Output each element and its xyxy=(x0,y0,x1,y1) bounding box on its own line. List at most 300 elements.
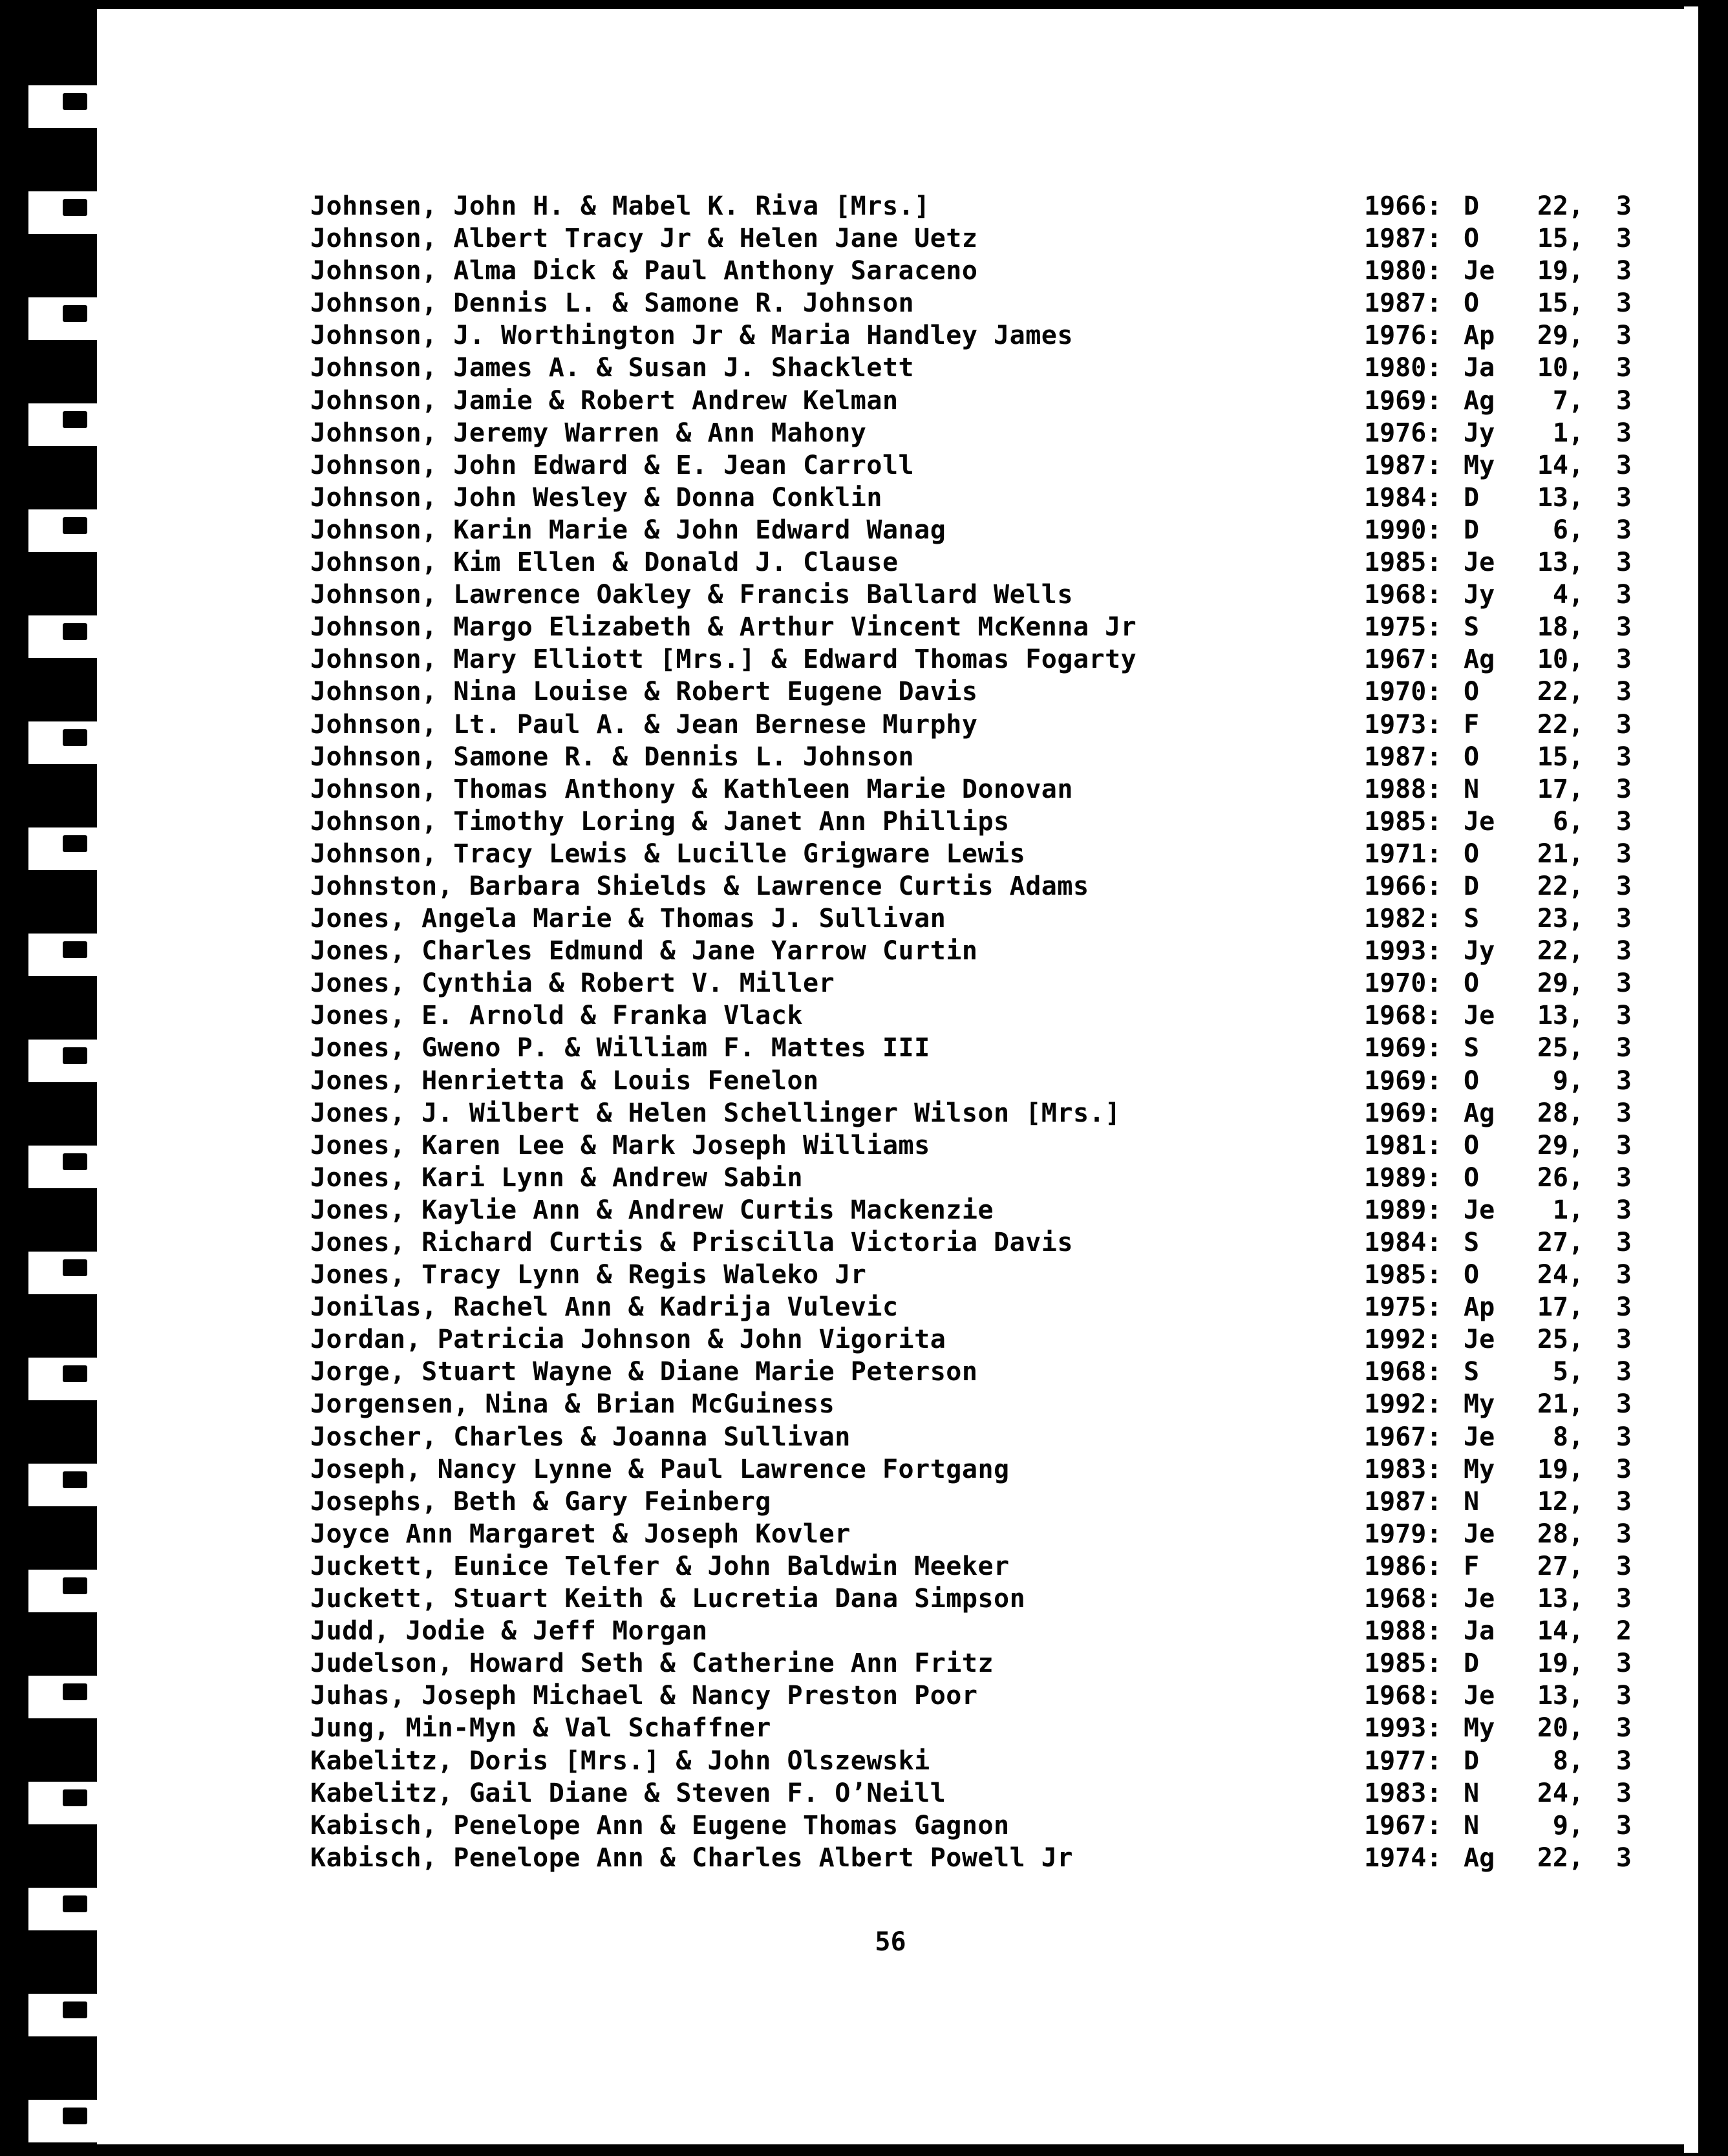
binding-hole xyxy=(63,729,87,746)
entry-name: Jones, Henrietta & Louis Fenelon xyxy=(310,1065,819,1096)
entry-year: 1993: xyxy=(1364,1713,1442,1744)
entry-date xyxy=(1364,255,1632,287)
entry-date-comma: , xyxy=(1568,677,1584,707)
entry-date-comma: , xyxy=(1568,1486,1584,1517)
entry-month: S xyxy=(1464,904,1480,934)
entry-code: 3 xyxy=(1616,385,1632,416)
entry-date-comma: , xyxy=(1568,224,1584,254)
entry-date-comma: , xyxy=(1568,645,1584,675)
binding-tooth xyxy=(14,1404,97,1464)
entry-day: 23 xyxy=(1537,904,1568,934)
entry-name: Joscher, Charles & Joanna Sullivan xyxy=(310,1422,851,1452)
entry-year: 1985: xyxy=(1364,806,1442,837)
entry-year: 1986: xyxy=(1364,1551,1442,1581)
entry-name: Jones, Kaylie Ann & Andrew Curtis Mackenzie xyxy=(310,1195,994,1225)
entry-year: 1985: xyxy=(1364,1649,1442,1679)
entry-month: D xyxy=(1464,191,1480,221)
entry-name: Johnson, Dennis L. & Samone R. Johnson xyxy=(310,288,915,319)
entry-name: Kabelitz, Doris [Mrs.] & John Olszewski xyxy=(310,1745,930,1776)
entry-day: 6 xyxy=(1552,515,1568,545)
entry-month: O xyxy=(1464,742,1480,772)
entry-date xyxy=(1364,287,1632,319)
entry-code: 3 xyxy=(1616,742,1632,772)
entry-day: 13 xyxy=(1537,1681,1568,1711)
entry-row xyxy=(310,1097,1632,1129)
entry-row xyxy=(310,709,1632,741)
entry-day: 21 xyxy=(1537,838,1568,869)
entry-name: Johnson, Albert Tracy Jr & Helen Jane Uetz xyxy=(310,224,978,254)
entry-year: 1982: xyxy=(1364,904,1442,934)
entry-row xyxy=(310,1162,1632,1194)
entry-code: 3 xyxy=(1616,806,1632,837)
entry-year: 1990: xyxy=(1364,515,1442,545)
entry-month: D xyxy=(1464,1649,1480,1679)
entry-date xyxy=(1364,999,1632,1032)
entry-code: 3 xyxy=(1616,1519,1632,1549)
entry-code: 3 xyxy=(1616,1195,1632,1225)
entry-row xyxy=(310,611,1632,643)
entry-code: 3 xyxy=(1616,1098,1632,1128)
entry-name: Jones, Cynthia & Robert V. Miller xyxy=(310,968,835,999)
entry-date-comma: , xyxy=(1568,321,1584,351)
entry-date xyxy=(1364,1647,1632,1680)
entry-year: 1976: xyxy=(1364,418,1442,448)
entry-date xyxy=(1364,1615,1632,1647)
entry-day: 24 xyxy=(1537,1778,1568,1808)
entry-day: 22 xyxy=(1537,1842,1568,1873)
entry-year: 1979: xyxy=(1364,1519,1442,1549)
entry-year: 1968: xyxy=(1364,1357,1442,1387)
entry-year: 1975: xyxy=(1364,1292,1442,1323)
binding-tooth xyxy=(14,26,97,85)
entry-month: My xyxy=(1464,1389,1495,1420)
entry-row xyxy=(310,1323,1632,1356)
entry-year: 1968: xyxy=(1364,1584,1442,1614)
entry-day: 19 xyxy=(1537,256,1568,286)
entry-code: 3 xyxy=(1616,936,1632,966)
entry-date-comma: , xyxy=(1568,1713,1584,1744)
entry-name: Jones, Charles Edmund & Jane Yarrow Curtin xyxy=(310,936,978,966)
entry-name: Johnson, Alma Dick & Paul Anthony Saraceno xyxy=(310,256,978,286)
entry-date-comma: , xyxy=(1568,1454,1584,1484)
entry-date xyxy=(1364,967,1632,999)
binding-hole xyxy=(63,1471,87,1488)
entry-name: Juckett, Stuart Keith & Lucretia Dana Simpson xyxy=(310,1584,1026,1614)
binding-tooth xyxy=(14,1298,97,1358)
entry-year: 1980: xyxy=(1364,353,1442,383)
entry-date xyxy=(1364,222,1632,255)
entry-year: 1967: xyxy=(1364,1422,1442,1452)
entry-name: Jones, Angela Marie & Thomas J. Sullivan xyxy=(310,904,946,934)
entry-day: 15 xyxy=(1537,742,1568,772)
entry-date xyxy=(1364,1323,1632,1356)
entry-code: 3 xyxy=(1616,224,1632,254)
entry-name: Johnson, Lawrence Oakley & Francis Ballard Wells xyxy=(310,580,1073,610)
entry-name: Jonilas, Rachel Ann & Kadrija Vulevic xyxy=(310,1292,899,1323)
entry-day: 22 xyxy=(1537,191,1568,221)
entry-date-comma: , xyxy=(1568,1001,1584,1031)
entry-date xyxy=(1364,449,1632,482)
entry-day: 22 xyxy=(1537,871,1568,901)
entry-row xyxy=(310,676,1632,708)
entry-row xyxy=(310,1291,1632,1323)
entry-date xyxy=(1364,611,1632,643)
entry-name: Johnson, Margo Elizabeth & Arthur Vincent McKenna Jr xyxy=(310,612,1137,643)
entry-year: 1968: xyxy=(1364,1001,1442,1031)
entry-month: Ap xyxy=(1464,321,1495,351)
entry-row xyxy=(310,385,1632,417)
entry-code: 3 xyxy=(1616,1001,1632,1031)
entry-date-comma: , xyxy=(1568,904,1584,934)
entry-year: 1975: xyxy=(1364,612,1442,643)
entry-month: O xyxy=(1464,1065,1480,1096)
entry-name: Johnson, John Edward & E. Jean Carroll xyxy=(310,450,915,480)
entry-name: Johnson, Jeremy Warren & Ann Mahony xyxy=(310,418,867,448)
entry-date-comma: , xyxy=(1568,1681,1584,1711)
entry-date-comma: , xyxy=(1568,1842,1584,1873)
entry-year: 1987: xyxy=(1364,288,1442,319)
binding-hole xyxy=(63,941,87,958)
entry-date-comma: , xyxy=(1568,1810,1584,1841)
entry-day: 22 xyxy=(1537,936,1568,966)
entry-year: 1970: xyxy=(1364,677,1442,707)
entry-row xyxy=(310,1647,1632,1680)
entry-code: 3 xyxy=(1616,871,1632,901)
entry-date xyxy=(1364,1421,1632,1453)
entry-row xyxy=(310,1065,1632,1097)
entry-month: D xyxy=(1464,1745,1480,1776)
binding-hole xyxy=(63,1047,87,1064)
entry-day: 20 xyxy=(1537,1713,1568,1744)
entry-day: 13 xyxy=(1537,548,1568,578)
entry-code: 3 xyxy=(1616,1713,1632,1744)
entry-name: Joyce Ann Margaret & Joseph Kovler xyxy=(310,1519,851,1549)
entry-code: 3 xyxy=(1616,838,1632,869)
entry-month: N xyxy=(1464,1810,1480,1841)
binding-tooth xyxy=(14,344,97,403)
entry-name: Jones, Gweno P. & William F. Mattes III xyxy=(310,1033,930,1063)
entry-name: Josephs, Beth & Gary Feinberg xyxy=(310,1486,771,1517)
entry-day: 17 xyxy=(1537,1292,1568,1323)
entry-month: Je xyxy=(1464,548,1495,578)
binding-tooth xyxy=(14,132,97,191)
entry-date xyxy=(1364,319,1632,352)
entry-year: 1984: xyxy=(1364,482,1442,513)
entry-month: Je xyxy=(1464,1519,1495,1549)
entry-date-comma: , xyxy=(1568,1130,1584,1160)
entry-code: 3 xyxy=(1616,774,1632,804)
entry-date-comma: , xyxy=(1568,1325,1584,1355)
entry-year: 1985: xyxy=(1364,1260,1442,1290)
entry-date xyxy=(1364,1097,1632,1129)
entry-row xyxy=(310,1032,1632,1064)
entry-day: 28 xyxy=(1537,1519,1568,1549)
entry-row xyxy=(310,222,1632,255)
entry-month: S xyxy=(1464,612,1480,643)
entry-date xyxy=(1364,1259,1632,1291)
entry-year: 1967: xyxy=(1364,1810,1442,1841)
entry-name: Jones, E. Arnold & Franka Vlack xyxy=(310,1001,804,1031)
entry-date xyxy=(1364,546,1632,579)
entry-row xyxy=(310,870,1632,902)
entry-row xyxy=(310,1615,1632,1647)
entry-date xyxy=(1364,1453,1632,1486)
entry-day: 12 xyxy=(1537,1486,1568,1517)
entry-date xyxy=(1364,1065,1632,1097)
entry-date-comma: , xyxy=(1568,353,1584,383)
entry-date-comma: , xyxy=(1568,548,1584,578)
binding-hole xyxy=(63,1789,87,1806)
scan-right-edge-highlight xyxy=(1684,6,1698,2153)
paper-sheet xyxy=(97,17,1684,2140)
entry-row xyxy=(310,935,1632,967)
entry-date xyxy=(1364,1518,1632,1550)
entry-month: O xyxy=(1464,1162,1480,1193)
entry-date-comma: , xyxy=(1568,1745,1584,1776)
entry-day: 8 xyxy=(1552,1745,1568,1776)
entry-code: 3 xyxy=(1616,1130,1632,1160)
entry-day: 15 xyxy=(1537,288,1568,319)
entry-name: Johnson, Kim Ellen & Donald J. Clause xyxy=(310,548,899,578)
entry-name: Jung, Min-Myn & Val Schaffner xyxy=(310,1713,771,1744)
entry-code: 3 xyxy=(1616,450,1632,480)
entry-date xyxy=(1364,902,1632,935)
entry-year: 1984: xyxy=(1364,1228,1442,1257)
entry-name: Johnson, Timothy Loring & Janet Ann Phillips xyxy=(310,806,1010,837)
binding-tooth xyxy=(14,556,97,615)
entry-day: 1 xyxy=(1552,418,1568,448)
entry-code: 3 xyxy=(1616,1649,1632,1679)
entry-date xyxy=(1364,1162,1632,1194)
entry-month: My xyxy=(1464,450,1495,480)
entry-code: 3 xyxy=(1616,1357,1632,1387)
entry-date xyxy=(1364,709,1632,741)
entry-code: 3 xyxy=(1616,515,1632,545)
entry-day: 29 xyxy=(1537,968,1568,999)
entry-year: 1987: xyxy=(1364,742,1442,772)
entry-row xyxy=(310,1453,1632,1486)
entry-day: 15 xyxy=(1537,224,1568,254)
entry-year: 1989: xyxy=(1364,1162,1442,1193)
entry-row xyxy=(310,1226,1632,1259)
entry-date xyxy=(1364,190,1632,222)
entry-date-comma: , xyxy=(1568,774,1584,804)
entry-date xyxy=(1364,1486,1632,1518)
entry-code: 3 xyxy=(1616,1389,1632,1420)
entry-date-comma: , xyxy=(1568,385,1584,416)
entry-day: 22 xyxy=(1537,709,1568,740)
entry-row xyxy=(310,352,1632,384)
entry-code: 3 xyxy=(1616,1486,1632,1517)
entry-row xyxy=(310,417,1632,449)
binding-tooth xyxy=(14,1934,97,1994)
entry-date-comma: , xyxy=(1568,1519,1584,1549)
entry-year: 1971: xyxy=(1364,838,1442,869)
entry-day: 24 xyxy=(1537,1260,1568,1290)
entry-name: Jorge, Stuart Wayne & Diane Marie Peterson xyxy=(310,1357,978,1387)
entry-date-comma: , xyxy=(1568,482,1584,513)
entry-code: 3 xyxy=(1616,677,1632,707)
entry-month: O xyxy=(1464,224,1480,254)
entry-month: My xyxy=(1464,1454,1495,1484)
entry-year: 1992: xyxy=(1364,1389,1442,1420)
binding-tooth xyxy=(14,1192,97,1252)
entry-row xyxy=(310,838,1632,870)
entry-day: 8 xyxy=(1552,1422,1568,1452)
binding-tooth xyxy=(14,450,97,509)
entry-code: 3 xyxy=(1616,321,1632,351)
entry-row xyxy=(310,1194,1632,1226)
entry-code: 3 xyxy=(1616,904,1632,934)
entry-month: D xyxy=(1464,482,1480,513)
entry-row xyxy=(310,1486,1632,1518)
entry-code: 3 xyxy=(1616,1745,1632,1776)
entry-name: Johnson, J. Worthington Jr & Maria Handley James xyxy=(310,321,1073,351)
binding-hole xyxy=(63,1683,87,1700)
entry-code: 3 xyxy=(1616,1778,1632,1808)
binding-tooth xyxy=(14,662,97,721)
entry-date xyxy=(1364,1194,1632,1226)
binding-hole xyxy=(63,517,87,534)
entry-name: Johnson, Tracy Lewis & Lucille Grigware Lewis xyxy=(310,838,1026,869)
entry-day: 13 xyxy=(1537,1001,1568,1031)
entry-date xyxy=(1364,1583,1632,1615)
entry-date xyxy=(1364,482,1632,514)
entry-month: Je xyxy=(1464,1681,1495,1711)
entry-date-comma: , xyxy=(1568,1422,1584,1452)
entry-date-comma: , xyxy=(1568,1033,1584,1063)
entry-code: 3 xyxy=(1616,1260,1632,1290)
entry-row xyxy=(310,1745,1632,1777)
spiral-binding-comb xyxy=(14,0,97,2156)
entry-date-comma: , xyxy=(1568,288,1584,319)
entry-year: 1983: xyxy=(1364,1778,1442,1808)
binding-tooth xyxy=(14,980,97,1040)
entry-date-comma: , xyxy=(1568,1260,1584,1290)
entry-date-comma: , xyxy=(1568,1649,1584,1679)
entry-day: 27 xyxy=(1537,1551,1568,1581)
entry-day: 4 xyxy=(1552,580,1568,610)
entry-code: 3 xyxy=(1616,191,1632,221)
binding-tooth xyxy=(14,2146,97,2156)
entry-date-comma: , xyxy=(1568,1389,1584,1420)
entry-name: Judelson, Howard Seth & Catherine Ann Fritz xyxy=(310,1649,994,1679)
entry-name: Johnson, Lt. Paul A. & Jean Bernese Murphy xyxy=(310,709,978,740)
entry-date xyxy=(1364,741,1632,773)
scan-bottom-edge xyxy=(0,2144,1728,2156)
entry-code: 3 xyxy=(1616,1033,1632,1063)
entry-row xyxy=(310,1680,1632,1712)
entry-month: Je xyxy=(1464,1001,1495,1031)
entry-date-comma: , xyxy=(1568,1551,1584,1581)
entry-code: 3 xyxy=(1616,612,1632,643)
entry-row xyxy=(310,1421,1632,1453)
binding-hole xyxy=(63,411,87,428)
page-number: 56 xyxy=(875,1927,906,1957)
entry-date-comma: , xyxy=(1568,1195,1584,1225)
entry-day: 25 xyxy=(1537,1325,1568,1355)
entry-date xyxy=(1364,838,1632,870)
entry-date-comma: , xyxy=(1568,191,1584,221)
entry-day: 27 xyxy=(1537,1228,1568,1257)
entry-code: 3 xyxy=(1616,645,1632,675)
entry-year: 1980: xyxy=(1364,256,1442,286)
entry-month: O xyxy=(1464,1130,1480,1160)
entry-date xyxy=(1364,676,1632,708)
entry-date xyxy=(1364,579,1632,611)
entry-month: S xyxy=(1464,1228,1480,1257)
entry-year: 1983: xyxy=(1364,1454,1442,1484)
entry-month: Je xyxy=(1464,1584,1495,1614)
entry-date xyxy=(1364,352,1632,384)
entry-name: Johnson, James A. & Susan J. Shacklett xyxy=(310,353,915,383)
entry-month: Ap xyxy=(1464,1292,1495,1323)
binding-tooth xyxy=(14,1086,97,1146)
entry-day: 17 xyxy=(1537,774,1568,804)
entry-date xyxy=(1364,1777,1632,1809)
entry-day: 29 xyxy=(1537,321,1568,351)
entry-name: Johnson, Thomas Anthony & Kathleen Marie Donovan xyxy=(310,774,1073,804)
entry-month: Je xyxy=(1464,1195,1495,1225)
entry-code: 3 xyxy=(1616,1842,1632,1873)
entry-month: D xyxy=(1464,515,1480,545)
entry-row xyxy=(310,643,1632,676)
entry-name: Jorgensen, Nina & Brian McGuiness xyxy=(310,1389,835,1420)
entry-month: S xyxy=(1464,1357,1480,1387)
entry-month: F xyxy=(1464,709,1480,740)
entry-month: Je xyxy=(1464,1325,1495,1355)
entry-row xyxy=(310,1356,1632,1388)
binding-tooth xyxy=(14,1510,97,1570)
entry-date xyxy=(1364,1809,1632,1842)
entry-month: N xyxy=(1464,1486,1480,1517)
entry-date xyxy=(1364,1291,1632,1323)
entry-name: Johnson, Jamie & Robert Andrew Kelman xyxy=(310,385,899,416)
entry-day: 9 xyxy=(1552,1065,1568,1096)
entry-year: 1987: xyxy=(1364,224,1442,254)
entry-day: 13 xyxy=(1537,1584,1568,1614)
entry-year: 1966: xyxy=(1364,871,1442,901)
entry-date-comma: , xyxy=(1568,256,1584,286)
entry-name: Jones, J. Wilbert & Helen Schellinger Wilson [Mrs.] xyxy=(310,1098,1121,1128)
entry-year: 1988: xyxy=(1364,774,1442,804)
binding-tooth xyxy=(14,1616,97,1676)
entry-month: Ag xyxy=(1464,1842,1495,1873)
entry-date xyxy=(1364,514,1632,546)
entry-code: 3 xyxy=(1616,1292,1632,1323)
entry-name: Kabelitz, Gail Diane & Steven F. O’Neill xyxy=(310,1778,946,1808)
binding-tooth xyxy=(14,1722,97,1782)
entry-year: 1985: xyxy=(1364,548,1442,578)
entry-date-comma: , xyxy=(1568,838,1584,869)
entry-year: 1976: xyxy=(1364,321,1442,351)
entry-name: Johnston, Barbara Shields & Lawrence Curtis Adams xyxy=(310,871,1089,901)
binding-tooth xyxy=(14,2040,97,2100)
entry-code: 3 xyxy=(1616,1551,1632,1581)
binding-hole xyxy=(63,1365,87,1382)
entry-day: 13 xyxy=(1537,482,1568,513)
entry-row xyxy=(310,1777,1632,1809)
entry-name: Jones, Karen Lee & Mark Joseph Williams xyxy=(310,1130,930,1160)
entry-month: O xyxy=(1464,838,1480,869)
entry-name: Johnson, Mary Elliott [Mrs.] & Edward Thomas Fogarty xyxy=(310,645,1137,675)
entry-month: O xyxy=(1464,677,1480,707)
entry-year: 1973: xyxy=(1364,709,1442,740)
entry-month: Ja xyxy=(1464,1616,1495,1647)
entry-date xyxy=(1364,1745,1632,1777)
entry-code: 3 xyxy=(1616,482,1632,513)
binding-hole xyxy=(63,305,87,322)
